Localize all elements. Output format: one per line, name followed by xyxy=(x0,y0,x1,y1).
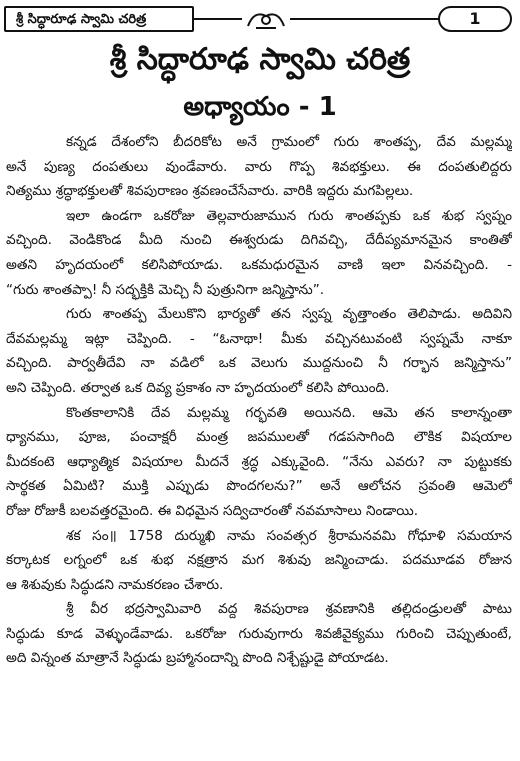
body-text xyxy=(6,130,512,671)
paragraph xyxy=(6,401,512,524)
page-header xyxy=(4,6,516,34)
text-line: “గురు శాంతప్పా! నీ సద్భక్తికి మెచ్చి నీ పుత్రునిగా జన్మిస్తాను”. xyxy=(6,281,325,298)
text-line: అది విన్నంత మాత్రానే సిద్ధుడు బ్రహ్మానందాన్ని పొంది నిశ్చేష్టుడై పోయాడట. xyxy=(6,650,389,667)
header-rule xyxy=(290,18,440,20)
paragraph xyxy=(6,524,512,598)
paragraph xyxy=(6,302,512,400)
text-line: శ్రీ వీర భద్రస్వామివారి వద్ద శివపురాణ శ్రవణానికి తల్లిదండ్రులతో పాటు xyxy=(66,601,512,618)
paragraph xyxy=(6,597,512,671)
running-title: శ్రీ సిద్ధారూఢ స్వామి చరిత్ర xyxy=(4,6,194,32)
text-line: కొంతకాలానికి దేవ మల్లమ్మ గర్భవతి అయినది. ఆమె తన కాలాన్నంతా xyxy=(66,404,512,421)
text-line: శక సం॥ 1758 దుర్ముఖి నామ సంవత్సర శ్రీరామనవమి గోధూళి సమయాన xyxy=(66,527,512,544)
text-line: వచ్చింది. వెండికొండ మీది నుంచి ఈశ్వరుడు దిగివచ్చి, దేదీప్యమానమైన కాంతితో xyxy=(6,232,512,249)
text-line: నిత్యము శ్రద్ధాభక్తులతో శివపురాణం శ్రవణంచేసేవారు. వారికి ఇద్దరు మగపిల్లలు. xyxy=(6,183,414,200)
text-line: వచ్చింది. పార్వతీదేవి నా వడిలో ఒక వెలుగు ముద్దనుంచి నీ గర్భాన జన్మిస్తాను” xyxy=(6,355,512,372)
page-title: శ్రీ సిద్ధారూఢ స్వామి చరిత్ర xyxy=(109,42,411,77)
paragraph xyxy=(6,204,512,302)
page-number: 1 xyxy=(438,6,512,32)
text-line: మీదకంటె ఆధ్యాత్మిక విషయాల మీదనే శ్రద్ధ ఎక్కువైంది. “నేను ఎవరు? నా పుట్టుకకు xyxy=(6,453,512,470)
ornament-icon xyxy=(244,6,288,32)
text-line: అని చెప్పింది. తర్వాత ఒక దివ్య ప్రకాశం నా హృదయంలో కలిసి పోయింది. xyxy=(6,379,390,396)
paragraph xyxy=(6,130,512,204)
text-line: గురు శాంతప్ప మేలుకొని భార్యతో తన స్వప్న వృత్తాంతం తెలిపాడు. అదివిని xyxy=(66,306,512,323)
chapter-heading: అధ్యాయం - 1 xyxy=(183,92,337,122)
text-line: ధ్యానము, పూజ, పంచాక్షరీ మంత్ర జపములతో గడపసాగింది లౌకిక విషయాల xyxy=(6,429,512,446)
text-line: ఇలా ఉండగా ఒకరోజు తెల్లవారుజామున గురు శాంతప్పకు ఒక శుభ స్వప్నం xyxy=(66,207,512,224)
header-rule xyxy=(194,18,242,20)
text-line: కర్కాటక లగ్నంలో ఒక శుభ నక్షత్రాన మగ శిశువు జన్మించాడు. పదమూడవ రోజున xyxy=(6,552,512,569)
text-line: దేవమల్లమ్మ ఇట్లా చెప్పింది. - “ఓనాథా! మీకు వచ్చినటువంటి స్వప్నమే నాకూ xyxy=(6,330,512,347)
text-line: రోజు రోజుకీ బలవత్తరమైంది. ఈ విధమైన సద్విచారంతో నవమాసాలు నిండాయి. xyxy=(6,502,419,519)
text-line: కన్నడ దేశంలోని బీదరికోట అనే గ్రామంలో గురు శాంతప్ప, దేవ మల్లమ్మ xyxy=(66,134,512,150)
text-line: సార్థకత ఏమిటి? ముక్తి ఎప్పుడు పొందగలను?” అనే ఆలోచన స్రవంతి ఆమెలో xyxy=(6,478,512,495)
text-line: సిద్ధుడు కూడ వెళ్ళుండేవాడు. ఒకరోజు గురువుగారు శివజీవైక్యము గురించి చెప్పుతుంటే, xyxy=(6,625,512,642)
text-line: అతని హృదయంలో కలిసిపోయాడు. ఒకమధురమైన వాణి ఇలా వినవచ్చింది. - xyxy=(6,256,512,273)
text-line: ఆ శిశువుకు సిద్ధుడని నామకరణం చేశారు. xyxy=(6,576,224,593)
text-line: అనే పుణ్య దంపతులు వుండేవారు. వారు గొప్ప శివభక్తులు. ఈ దంపతులిద్దరు xyxy=(6,158,512,175)
